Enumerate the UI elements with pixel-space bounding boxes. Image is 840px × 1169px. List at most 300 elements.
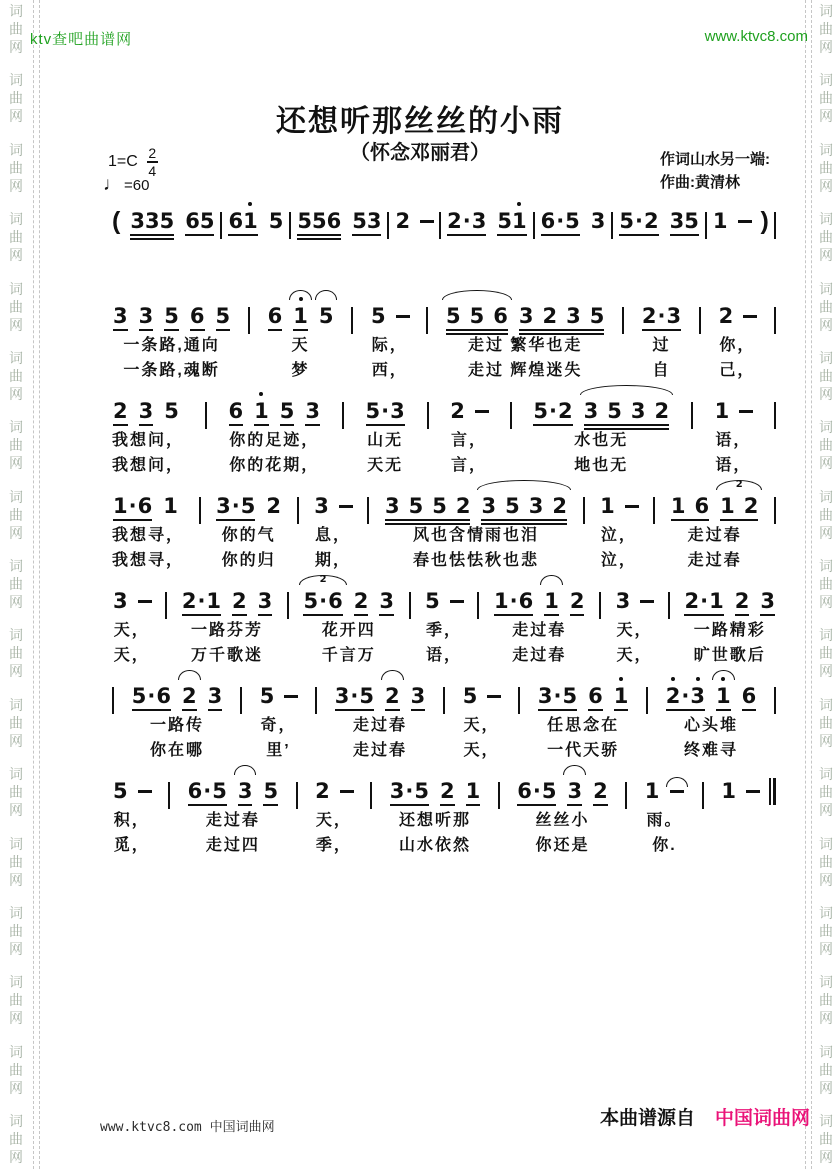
barline (774, 307, 776, 334)
watermark-group: 词 曲 网 (819, 1043, 833, 1096)
measure (389, 774, 481, 858)
notes-row (644, 774, 686, 808)
note-group: 5 · 6 (131, 684, 171, 708)
barline (409, 592, 411, 619)
time-signature (147, 146, 158, 178)
lyric-line-2: 走过春 (687, 552, 742, 569)
barline (112, 687, 114, 714)
lyric-line-1: 天 (291, 337, 310, 354)
note-group: 1 · 6 (113, 494, 153, 518)
notes-row (389, 774, 481, 808)
measure (493, 584, 585, 668)
right-margin-watermark (813, 4, 839, 1165)
note-group: 3 (237, 778, 254, 804)
note-group: 1 (254, 399, 269, 423)
score-system (112, 485, 776, 580)
note-group: 2 (718, 304, 734, 328)
note-group: 5 1 (497, 209, 527, 233)
lyric-line-2: 你的花期， (229, 457, 320, 474)
watermark-group: 词 曲 网 (9, 488, 23, 541)
note-group: 6 (741, 684, 757, 708)
watermark-group: 词 曲 网 (9, 419, 23, 472)
note-group: 3 (305, 399, 321, 423)
notes-row (683, 584, 775, 618)
note-group: 1 (465, 779, 481, 803)
measure (424, 584, 464, 668)
lyric-line-2: 千言万 (321, 647, 376, 664)
measure (445, 299, 605, 383)
note-group: 3 · 5 (537, 684, 578, 708)
barline (199, 497, 201, 524)
measure (641, 299, 682, 383)
lyric-line-2: 万千歌迷 (191, 647, 264, 664)
note-group: 2 (353, 589, 369, 613)
notes-row (599, 489, 639, 523)
notes-row (112, 204, 215, 238)
notes-row (537, 679, 629, 713)
lyric-line-2: 山水依然 (398, 837, 471, 854)
barline (289, 212, 291, 239)
notes-row (615, 584, 655, 618)
watermark-group: 词 曲 网 (9, 904, 23, 957)
score-system (112, 675, 776, 770)
note-group: 3 3 5 (130, 209, 175, 233)
note-group: 2 (439, 779, 455, 803)
barline (443, 687, 445, 714)
lyric-line-1: 一路传 (149, 717, 204, 734)
note-group: 3 (615, 589, 631, 613)
measure (215, 489, 282, 573)
lyric-line-1: 走过春 (687, 527, 742, 544)
notes-row (112, 774, 152, 808)
measure (670, 489, 760, 573)
measure (112, 584, 152, 668)
notes-row (131, 679, 223, 713)
lyric-line-2 (720, 833, 776, 858)
lyric-line-1: 息， (314, 527, 351, 544)
lyric-line-2: 梦 (291, 362, 310, 379)
lyric-line-1: 雨。 (646, 812, 683, 829)
notes-row (228, 394, 322, 428)
watermark-group: 词 曲 网 (9, 72, 23, 125)
notes-row (712, 204, 769, 238)
lyric-line-1: 你的气 (221, 527, 276, 544)
notes-row (462, 679, 502, 713)
song-title: 还想听那丝丝的小雨 (276, 105, 564, 138)
measure (112, 489, 184, 573)
watermark-group: 词 曲 网 (9, 349, 23, 402)
lyric-line-2: 觅， (113, 837, 150, 854)
notes-row (384, 489, 568, 523)
note-group: 5 · 6 2 (302, 588, 343, 614)
notes-row (259, 679, 299, 713)
note-group: 1 2 2 (719, 493, 759, 519)
lyric-line-1: 天， (463, 717, 500, 734)
lyric-line-2: 终难寻 (684, 742, 739, 759)
note-group: 5 (263, 779, 279, 803)
notes-row (516, 774, 608, 808)
note-group: 6 1 (228, 209, 258, 233)
lyric-line-2: 天无 (367, 457, 404, 474)
footer-site-text: www.ktvc8.com 中国词曲网 (100, 1120, 275, 1135)
notes-row (641, 299, 682, 333)
lyric-line-1: 积， (113, 812, 150, 829)
lyric-line-1: 天， (616, 622, 653, 639)
measure (302, 584, 394, 668)
barline (774, 687, 776, 714)
note-group: 2 · 3 (641, 304, 682, 328)
measure (112, 204, 215, 238)
measure (599, 489, 639, 573)
measure (187, 774, 279, 858)
dash-note (640, 600, 654, 603)
note-group: 5 (425, 589, 440, 613)
lyric-line-2: 你的归 (221, 552, 276, 569)
note-group: 2 · 3 (665, 684, 706, 708)
source-site-link[interactable]: 中国词曲网 (714, 1108, 810, 1129)
note-group: 6 (267, 304, 283, 328)
dash-note (743, 315, 757, 318)
lyric-line-1: 一路精彩 (693, 622, 766, 639)
note-group: 6 (189, 304, 205, 328)
note-group: 3 (113, 589, 128, 613)
watermark-group: 词 曲 网 (9, 627, 23, 680)
note-group: 1 6 (670, 494, 710, 518)
note-group: 3 5 5 2 (384, 494, 471, 518)
note-group: 3 (760, 589, 775, 613)
note-group: 5 5 6 (297, 209, 342, 233)
note-group: 5 · 2 (533, 399, 573, 423)
note-group: 1 (163, 494, 178, 518)
lyric-line-2: 旷世歌后 (693, 647, 766, 664)
measure (712, 204, 769, 238)
lyric-line-2: 天， (463, 742, 500, 759)
watermark-group: 词 曲 网 (9, 211, 23, 264)
barline (387, 212, 389, 239)
measure (618, 204, 699, 238)
note-group: 3 (113, 304, 128, 328)
watermark-group: 词 曲 网 (819, 211, 833, 264)
note-group: 2 (384, 683, 401, 709)
watermark-group: 词 曲 网 (819, 904, 833, 957)
lyric-line-2: 一条路,魂断 (123, 362, 220, 379)
note-group: 2 · 1 (684, 589, 724, 613)
note-group: 6 (588, 684, 603, 708)
barline (705, 212, 707, 239)
watermark-group: 词 曲 网 (819, 72, 833, 125)
notes-row (445, 299, 605, 333)
measure (540, 204, 607, 238)
watermark-group: 词 曲 网 (819, 627, 833, 680)
lyric-line-1: 水也无 (574, 432, 629, 449)
dash-note (738, 220, 752, 223)
measure (112, 299, 231, 383)
note-group: 2 (593, 779, 608, 803)
lyricist-credit: 作词山水另一端: (660, 151, 770, 168)
lyric-line-2: 期， (314, 552, 351, 569)
watermark-group: 词 曲 网 (9, 696, 23, 749)
measure (267, 299, 335, 383)
key-label: 1=C (108, 152, 138, 170)
notes-row (424, 584, 464, 618)
lyric-line-1: 丝丝小 (535, 812, 590, 829)
lyric-line-1: 天， (315, 812, 352, 829)
note-group: 3 5 (669, 209, 699, 233)
note-group: 2 · 3 (447, 209, 487, 233)
score-system (112, 390, 776, 485)
note-group: 2 (232, 589, 247, 613)
measure (334, 679, 426, 763)
lyric-line-1: 走过春 (353, 717, 408, 734)
measure (314, 774, 354, 858)
watermark-group: 词 曲 网 (9, 766, 23, 819)
lyric-line-1: 还想听那 (398, 812, 471, 829)
dash-note (138, 790, 152, 793)
note-group: 2 (181, 683, 198, 709)
lyric-line-1: 花开四 (321, 622, 376, 639)
note-group: 5 (259, 684, 275, 708)
barline (220, 212, 222, 239)
meter-numerator: 2 (148, 145, 157, 161)
measure (446, 204, 527, 238)
lyric-line-1: 天， (113, 622, 150, 639)
measure (296, 204, 382, 238)
note-group: 1 (613, 684, 629, 708)
note-group: 2 (569, 589, 585, 613)
notes-row (532, 394, 670, 428)
measure (714, 394, 754, 478)
dash-note (340, 790, 354, 793)
watermark-group: 词 曲 网 (9, 141, 23, 194)
watermark-group: 词 曲 网 (819, 558, 833, 610)
lyric-line-1: 走过春 (512, 622, 567, 639)
note-group: 2 (113, 399, 128, 423)
barline (774, 497, 776, 524)
note-group: 6 · 5 (540, 209, 580, 233)
notes-row (187, 774, 279, 808)
watermark-group: 词 曲 网 (819, 696, 833, 749)
notes-row (296, 204, 382, 238)
measure (112, 774, 152, 858)
note-group: 6 · 5 (517, 779, 557, 803)
note-group: 5 (268, 209, 284, 233)
note-group: 1 (543, 588, 560, 614)
note-group: 3 (257, 589, 273, 613)
lyric-line-1: 言， (451, 432, 488, 449)
barline (477, 592, 479, 619)
score-system (112, 580, 776, 675)
notes-row (215, 489, 282, 523)
final-barline (769, 778, 776, 805)
note-group: 5 (164, 399, 179, 423)
notes-row (718, 299, 758, 333)
watermark-group: 词 曲 网 (819, 3, 833, 55)
lyric-line-2: 春也怯怯秋也悲 (412, 552, 539, 569)
measure (228, 394, 322, 478)
barline (240, 687, 242, 714)
lyric-line-1: 走过春 (205, 812, 260, 829)
lyric-line-2: 你还是 (535, 837, 590, 854)
notes-row (313, 489, 353, 523)
measure (227, 204, 284, 238)
notes-row (370, 299, 410, 333)
lyric-line-2: 走过 辉煌迷失 (467, 362, 583, 379)
watermark-group: 词 曲 网 (819, 419, 833, 472)
left-margin-watermark (3, 4, 29, 1165)
lyric-line-2: 语， (425, 647, 462, 664)
measure (718, 299, 758, 383)
note-group: 5 (318, 303, 335, 329)
note-group: 3 (138, 304, 154, 328)
dash-note (625, 505, 639, 508)
measure (516, 774, 608, 858)
lyric-line-1: 山无 (367, 432, 404, 449)
note-group: 1 (715, 683, 732, 709)
dash-note (138, 600, 152, 603)
notes-row (446, 204, 527, 238)
watermark-group: 词 曲 网 (9, 835, 23, 888)
lyric-line-2: 天， (616, 647, 653, 664)
measure (313, 489, 353, 573)
lyric-line-2: 走过春 (512, 647, 567, 664)
note-group: 3 5 3 2 (583, 398, 671, 424)
measure (537, 679, 629, 763)
lyric-line-1 (720, 808, 776, 833)
watermark-group: 词 曲 网 (819, 141, 833, 194)
watermark-group: 词 曲 网 (819, 974, 833, 1027)
barline (691, 402, 693, 429)
lyric-line-2: 言， (451, 457, 488, 474)
lyric-line-2: 泣， (600, 552, 637, 569)
notes-row (112, 299, 231, 333)
barline (518, 687, 520, 714)
barline (427, 402, 429, 429)
watermark-group: 词 曲 网 (9, 3, 23, 55)
measure (259, 679, 299, 763)
notes-row (365, 394, 406, 428)
lyric-line-1: 际， (371, 337, 408, 354)
note-group: 3 · 5 (334, 684, 375, 708)
measure (532, 394, 670, 478)
note-group: 5 (113, 779, 128, 803)
lyric-line-1: 一路芬芳 (191, 622, 264, 639)
lyric-line-1: 你的足迹， (229, 432, 320, 449)
barline (533, 212, 535, 239)
measure (370, 299, 410, 383)
intro-paren: ( (112, 206, 121, 235)
dash-note (746, 790, 760, 793)
note-group: 3 5 3 2 (480, 493, 568, 519)
watermark-group: 词 曲 网 (9, 974, 23, 1027)
barline (498, 782, 500, 809)
barline (625, 782, 627, 809)
note-group: 5 (279, 399, 295, 423)
key-signature (108, 146, 158, 178)
note-group: 3 (566, 778, 583, 804)
lyric-line-2: 西， (371, 362, 408, 379)
barline (367, 497, 369, 524)
dash-note (475, 410, 489, 413)
score-system (112, 770, 776, 865)
note-group: 3 (207, 684, 223, 708)
note-group: 1 (600, 494, 615, 518)
note-group: 1 (721, 779, 736, 803)
dash-note (420, 220, 434, 223)
lyric-line-2: 里’ (266, 742, 291, 759)
note-group: 5 5 6 (445, 303, 509, 329)
note-group: 5 (215, 304, 231, 328)
barline (342, 402, 344, 429)
score-system (112, 200, 776, 295)
barline (370, 782, 372, 809)
measure (384, 489, 568, 573)
watermark-group: 词 曲 网 (819, 349, 833, 402)
dash-note (396, 315, 410, 318)
intro-paren: ) (760, 206, 769, 235)
barline (668, 592, 670, 619)
measure (665, 679, 757, 763)
barline (583, 497, 585, 524)
dash-note (450, 600, 464, 603)
barline (699, 307, 701, 334)
note-group: 1 (292, 303, 309, 329)
note-group: 2 (315, 779, 330, 803)
note-group: 6 5 (185, 209, 215, 233)
notes-row (618, 204, 699, 238)
barline (287, 592, 289, 619)
notes-row (112, 489, 184, 523)
barline (510, 402, 512, 429)
note-group: 3 (590, 209, 606, 233)
notes-row (302, 584, 394, 618)
note-group: 3 (410, 684, 426, 708)
measure (462, 679, 502, 763)
lyric-line-2: 一代天骄 (547, 742, 620, 759)
lyric-line-1: 奇， (260, 717, 297, 734)
note-group: 3 · 5 (216, 494, 256, 518)
measure (615, 584, 655, 668)
barline (702, 782, 704, 809)
note-group: 2 (734, 589, 750, 613)
credits (660, 148, 770, 194)
watermark-group: 词 曲 网 (819, 488, 833, 541)
note-group: 5 (462, 684, 478, 708)
barline (774, 402, 776, 429)
note-group: 1 (712, 209, 728, 233)
site-url-link[interactable]: www.ktvc8.com (704, 28, 808, 45)
lyric-line-1: 我想问， (112, 432, 185, 449)
lyric-line-1: 泣， (600, 527, 637, 544)
lyric-line-2: 我想问， (112, 457, 185, 474)
note-group: 2 (450, 399, 465, 423)
lyric-line-2: 你. (652, 837, 677, 854)
note-group: 3 (138, 399, 154, 423)
lyric-line-2: 己， (719, 362, 756, 379)
notes-row (112, 584, 152, 618)
slur-arc (666, 777, 688, 787)
note-group: 2 (395, 209, 411, 233)
barline (248, 307, 250, 334)
site-name-link[interactable]: ktv查吧曲谱网 (30, 31, 133, 48)
left-dashed-border (33, 0, 40, 1169)
lyric-line-2: 地也无 (574, 457, 629, 474)
lyric-line-2: 走过四 (205, 837, 260, 854)
barline (351, 307, 353, 334)
note-group: 3 · 5 (389, 779, 429, 803)
measure (394, 204, 434, 238)
watermark-group: 词 曲 网 (819, 280, 833, 333)
note-group: 3 (314, 494, 329, 518)
